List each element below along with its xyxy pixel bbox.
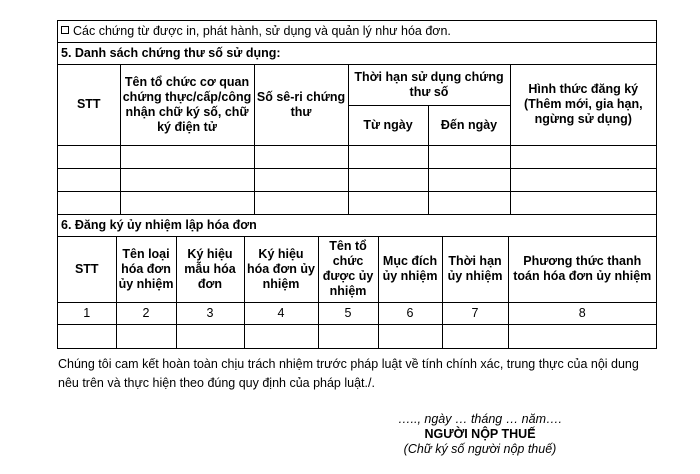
- column-number-row: [58, 303, 656, 325]
- col-number: 4: [244, 303, 318, 325]
- col-invoice-type: Tên loại hóa đơn ủy nhiệm: [116, 237, 176, 303]
- col-number: 1: [58, 303, 116, 325]
- form-frame: [57, 20, 657, 349]
- col-invoice-symbol: Ký hiệu hóa đơn ủy nhiệm: [244, 237, 318, 303]
- col-registration: Hình thức đăng ký (Thêm mới, gia hạn, ngừng sử dụng): [510, 65, 656, 145]
- col-org: Tên tổ chức cơ quan chứng thực/cấp/công nhận chữ ký số, chữ ký điện tử: [120, 65, 254, 145]
- col-duration: Thời hạn ủy nhiệm: [442, 237, 508, 303]
- signature-date: ….., ngày … tháng … năm….: [398, 412, 562, 426]
- col-from-date: Từ ngày: [348, 105, 428, 145]
- col-serial: Số sê-ri chứng thư: [254, 65, 348, 145]
- signature-note: (Chữ ký số người nộp thuế): [403, 442, 557, 456]
- table-row: [58, 168, 656, 191]
- col-payment-method: Phương thức thanh toán hóa đơn ủy nhiệm: [508, 237, 656, 303]
- signature-title: NGƯỜI NỘP THUẾ: [424, 427, 536, 441]
- table-row: [58, 145, 656, 168]
- col-delegated-org: Tên tổ chức được ủy nhiệm: [318, 237, 378, 303]
- signature-block: [380, 412, 580, 457]
- section5-title: 5. Danh sách chứng thư số sử dụng:: [58, 43, 656, 65]
- col-number: 7: [442, 303, 508, 325]
- section6-title: 6. Đăng ký ủy nhiệm lập hóa đơn: [58, 215, 656, 237]
- col-stt: STT: [58, 237, 116, 303]
- table-row: [58, 325, 656, 349]
- table-row: [58, 191, 656, 214]
- document-type-label: Các chứng từ được in, phát hành, sử dụng và quản lý như hóa đơn.: [73, 24, 451, 38]
- col-purpose: Mục đích ủy nhiệm: [378, 237, 442, 303]
- col-number: 6: [378, 303, 442, 325]
- certificate-table: [58, 65, 656, 215]
- col-number: 2: [116, 303, 176, 325]
- col-number: 5: [318, 303, 378, 325]
- col-number: 8: [508, 303, 656, 325]
- checkbox[interactable]: [61, 26, 69, 34]
- commitment-text: Chúng tôi cam kết hoàn toàn chịu trách nhiệm trước pháp luật về tính chính xác, trung thực của nội dung nêu trên và thực hiện theo đúng quy định của pháp luật./.: [58, 357, 639, 390]
- col-stt: STT: [58, 65, 120, 145]
- col-validity: Thời hạn sử dụng chứng thư số: [348, 65, 510, 105]
- document-type-row: [58, 21, 656, 43]
- col-to-date: Đến ngày: [428, 105, 510, 145]
- col-template-symbol: Ký hiệu mẫu hóa đơn: [176, 237, 244, 303]
- delegation-table: [58, 237, 656, 350]
- col-number: 3: [176, 303, 244, 325]
